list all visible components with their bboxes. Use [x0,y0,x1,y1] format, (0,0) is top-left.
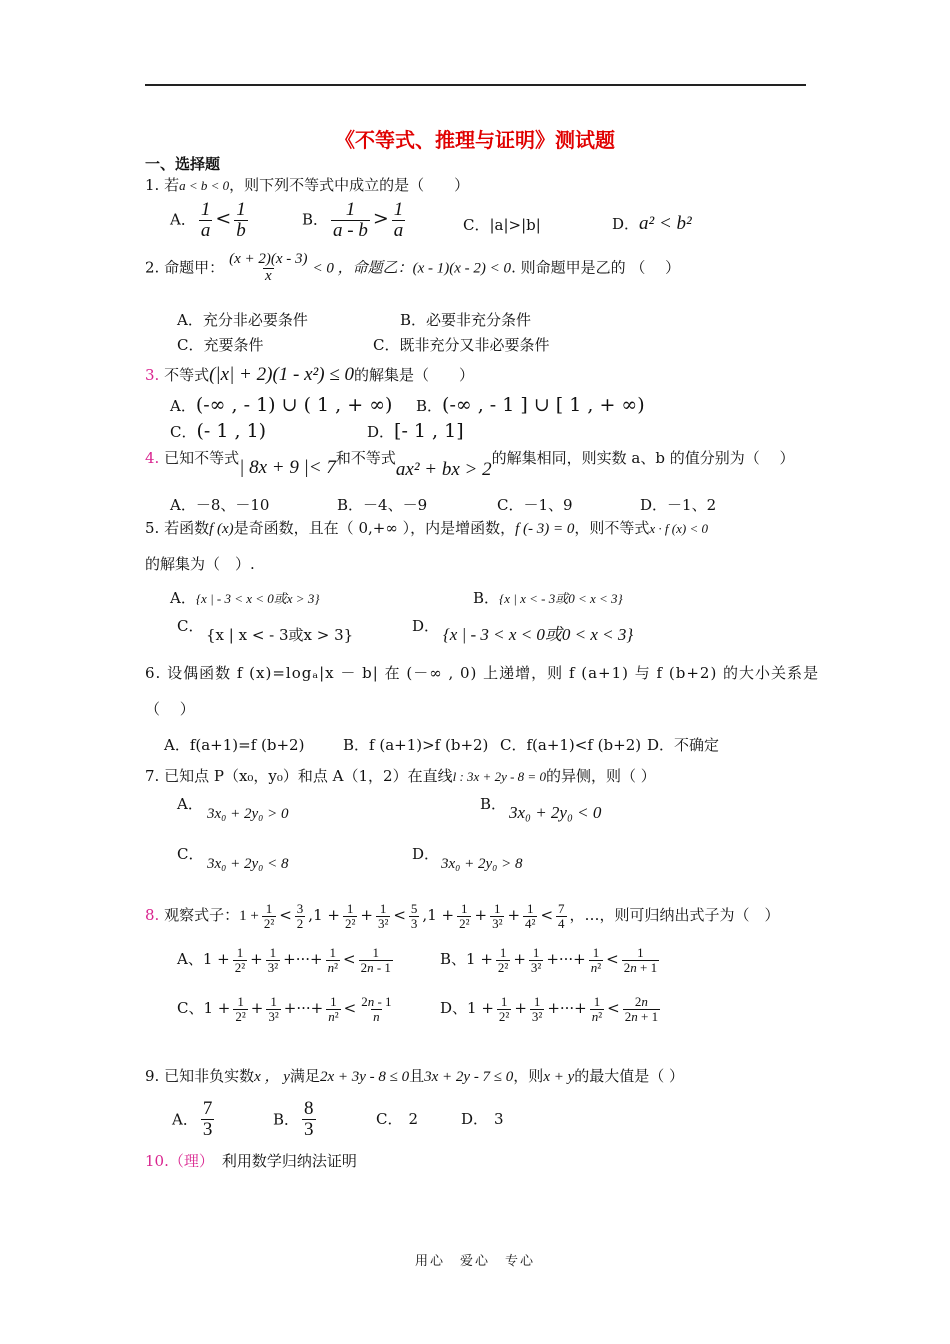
q1-b-frac1: $\frac{1}{a - b}$ [333,199,368,241]
q5-option-b: B．{x | x < - 3或0 < x < 3} [473,589,623,607]
question-6: 6. 设偶函数 f (x)=logₐ|x － b| 在 (－∞ , 0) 上递增，则 f (a+1) 与 f (b+2) 的大小关系是 [145,664,820,682]
question-3 [145,364,474,387]
q3-option-d: D．[- 1 , 1] [367,420,464,442]
q1-option-b-label: B． [302,210,329,229]
q2-stem-mid: < 0 ，命题乙： [312,260,413,277]
q1-option-a [170,200,251,241]
q2-option-a: A．充分非必要条件 [177,311,308,329]
q3-expr: (|x| + 2)(1 - x²) ≤ 0 [209,364,354,385]
q5-option-c-label: C． [177,617,204,635]
header-rule [145,84,806,86]
page-title: 《不等式、推理与证明》测试题 [335,128,615,152]
q1-option-c: C．|a|>|b| [463,216,541,234]
question-1 [145,176,469,194]
q4-stem-post: 的解集相同，则实数 a、b 的值分别为（ ） [491,449,795,467]
q6-option-d: D．不确定 [647,736,720,754]
q9-option-a: A． $\frac{7}{3}$ [172,1098,213,1140]
question-6-line2: （ ） [145,700,195,718]
question-2 [145,252,680,285]
q4-option-a: A．－8、－10 [170,496,270,514]
section-heading: 一、选择题 [145,155,221,173]
q6-option-c: C．f(a+1)<f (b+2) [500,736,642,754]
q2-option-d: C．既非充分又非必要条件 [373,336,550,354]
q4-stem-pre: 已知不等式 [159,449,240,467]
q8-option-a: A、1 + $\frac{1}{\text{2²}}$ + $\frac{1}{\text{3²}}$ +···+ $\frac{1}{\text{n²}}$ < $\frac{1}{2n - 1}$ [177,945,391,975]
q1-b-frac2: $\frac{1}{a}$ [393,199,404,241]
q8-option-b: B、1 + $\frac{1}{\text{2²}}$ + $\frac{1}{\text{3²}}$ +···+ $\frac{1}{\text{n²}}$ < $\frac{1}{2n + 1}$ [440,945,658,975]
q3-option-c: C．(- 1 , 1) [170,420,267,442]
q3-option-b: B．(-∞ , - 1 ] ∪ [ 1 , + ∞) [416,394,645,416]
page-footer: 用心 爱心 专心 [414,1254,535,1269]
q6-option-a: A．f(a+1)=f (b+2) [164,736,305,754]
q1-option-d-label: D． [612,215,640,233]
q1-a-frac1: $\frac{1}{a}$ [200,199,211,241]
q2-stem-pre: 2. 命题甲： [145,258,225,277]
q10-number: 10. [145,1152,169,1170]
q1-condition: a < b < 0 [179,178,230,193]
q4-stem-mid: 和不等式 [335,449,396,467]
q1-option-d [612,213,692,236]
q2-expr: (x - 1)(x - 2) < 0 [412,260,512,277]
q2-option-c: C．充要条件 [177,336,264,354]
q7-option-a: 3x₀ + 2y₀ > 0 [207,806,289,822]
q9-option-b: B． $\frac{8}{3}$ [273,1098,314,1140]
q4-expr2: ax² + bx > 2 [395,459,492,480]
q1-stem-post: ，则下列不等式中成立的是（ ） [229,176,470,194]
q5-option-a: A．{x | - 3 < x < 0或x > 3} [170,589,320,607]
q1-option-a-label: A． [170,210,196,229]
q8-option-c: C、1 + $\frac{1}{\text{2²}}$ + $\frac{1}{\text{3²}}$ +···+ $\frac{1}{\text{n²}}$ < $\frac{2n - 1}{n}$ [177,994,392,1024]
q7-option-d: 3x₀ + 2y₀ > 8 [441,856,523,872]
q1-stem-pre: 1. 若 [145,176,180,194]
q7-option-b: 3x₀ + 2y₀ < 0 [509,803,602,822]
q10-stem: 利用数学归纳法证明 [221,1152,357,1170]
question-7: 7. 已知点 P（x₀，y₀）和点 A（1，2）在直线l : 3x + 2y - 8 = 0的异侧，则（ ） [145,767,656,785]
q3-option-a: A．(-∞ , - 1) ∪ ( 1 , + ∞) [170,394,393,416]
q1-a-frac2: $\frac{1}{b}$ [236,199,246,241]
q8-number: 8. [145,906,160,925]
q1-d-expr: a² < b² [639,213,692,234]
question-5: 5. 若函数f (x)是奇函数，且在（ 0,+∞ ），内是增函数，f (- 3) = 0，则不等式x · f (x) < 0 [145,519,708,537]
q7-option-b-label: B． [480,795,507,813]
q7-option-a-label: A． [177,795,203,813]
q1-a-rel: < [215,207,232,230]
q7-option-c: 3x₀ + 2y₀ < 8 [207,856,289,872]
q4-option-b: B．－4、－9 [337,496,428,514]
q2-stem-post: . 则命题甲是乙的 （ ） [511,258,681,277]
q3-number: 3. [145,366,160,384]
q7-option-d-label: D． [412,845,440,863]
q4-option-d: D．－1、2 [640,496,717,514]
q8-option-d: D、1 + $\frac{1}{\text{2²}}$ + $\frac{1}{\text{3²}}$ +···+ $\frac{1}{\text{n²}}$ < $\frac{2n}{2n + 1}$ [440,994,659,1024]
question-4 [145,447,795,480]
q5-option-c: {x | x < - 3或x > 3} [206,626,354,644]
q5-option-d: {x | - 3 < x < 0或0 < x < 3} [443,625,634,644]
q9-option-d: D． 3 [461,1110,504,1128]
q4-option-c: C．－1、9 [497,496,573,514]
q7-option-c-label: C． [177,845,204,863]
q2-frac: $\frac{(x + 2)(x - 3)}{x}$ [229,251,308,284]
q10-tag: （理） [168,1152,214,1170]
question-5-line2: 的解集为（ ）. [145,555,255,573]
q4-expr1: | 8x + 9 |< 7 [239,457,336,478]
q9-option-c: C． 2 [376,1110,419,1128]
q6-option-b: B．f (a+1)>f (b+2) [343,736,489,754]
q5-option-d-label: D． [412,617,440,635]
q1-b-rel: > [372,207,389,230]
question-8: 8. 观察式子：1 + $\frac{1}{\text{2²}}$ < $\frac{3}{2}$ ,1 + $\frac{1}{\text{2²}}$ + $\frac{1}{\text{3²}}$ < $\frac{5}{3}$ ,1 + $\frac{1}{\text{2²}}$ + $\frac{1}{\text{3²}}$ + $\frac{1}{\text{4²}}$ < $\frac{7}{4}$ ，…，则可归纳出式子为（ ） [145,901,780,931]
q4-number: 4. [145,449,160,467]
question-10 [145,1152,357,1170]
q3-stem-pre: 不等式 [159,366,210,384]
q2-option-b: B．必要非充分条件 [400,311,532,329]
question-9: 9. 已知非负实数x ， y满足2x + 3y - 8 ≤ 0且3x + 2y - 7 ≤ 0，则x + y的最大值是（ ） [145,1067,685,1085]
q1-option-b [302,200,408,241]
q3-stem-post: 的解集是（ ） [354,366,475,384]
